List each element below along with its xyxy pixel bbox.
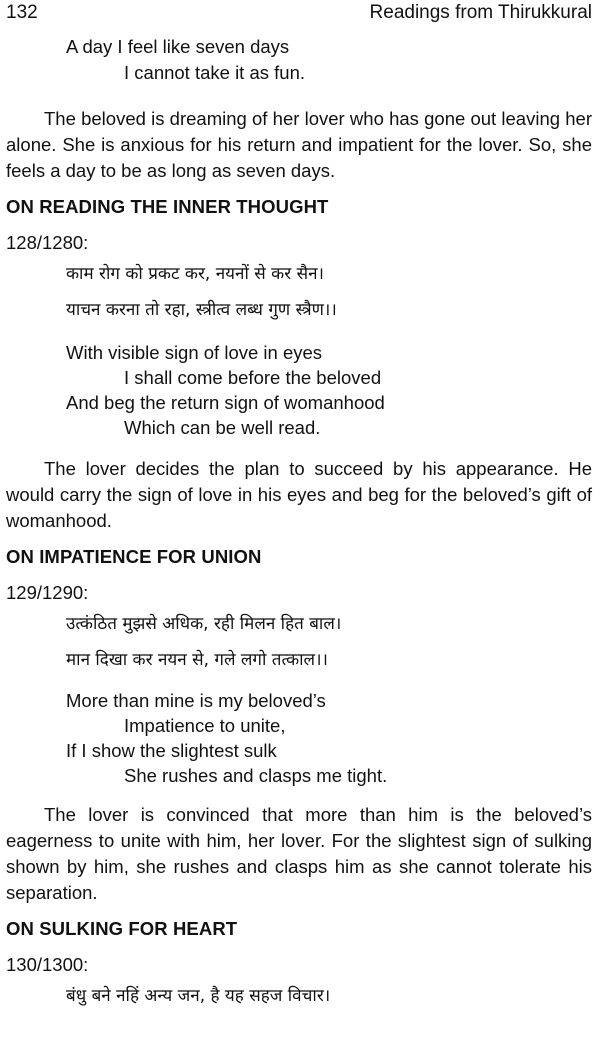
- couplet-reference: 130/1300:: [6, 954, 89, 975]
- hindi-line: उत्कंठित मुझसे अधिक, रही मिलन हित बाल।: [66, 614, 342, 634]
- hindi-couplet: [6, 978, 592, 1014]
- page-number: 132: [6, 2, 38, 23]
- couplet-reference: 129/1290:: [6, 582, 89, 603]
- section-heading: ON SULKING FOR HEART: [6, 918, 238, 939]
- poem-line: If I show the slightest sulk: [66, 740, 277, 761]
- section-heading: ON IMPATIENCE FOR UNION: [6, 546, 262, 567]
- verse-line: I cannot take it as fun.: [124, 62, 305, 83]
- page-header: [6, 0, 592, 26]
- commentary-paragraph: The beloved is dreaming of her lover who has gone out leaving her alone. She is anxious for his return and impatient for the lover. So, she feels a day to be as long as seven days.: [6, 108, 592, 181]
- running-title: Readings from Thirukkural: [369, 2, 592, 23]
- page-content: [6, 34, 592, 1014]
- poem-line: And beg the return sign of womanhood: [66, 392, 385, 413]
- poem-line: More than mine is my beloved’s: [66, 690, 326, 711]
- opening-verse: [6, 34, 592, 86]
- english-translation: [6, 340, 592, 440]
- poem-line: She rushes and clasps me tight.: [124, 765, 388, 786]
- commentary-paragraph: The lover decides the plan to succeed by his appearance. He would carry the sign of love in his eyes and beg for the beloved’s gift of womanhood.: [6, 458, 592, 531]
- hindi-line: बंधु बने नहिं अन्य जन, है यह सहज विचार।: [66, 986, 331, 1006]
- poem-line: With visible sign of love in eyes: [66, 342, 323, 363]
- hindi-line: काम रोग को प्रकट कर, नयनों से कर सैन।: [66, 264, 324, 284]
- commentary-paragraph: The lover is convinced that more than him is the beloved’s eagerness to unite with him, her lover. For the slightest sign of sulking shown by him, she rushes and clasps him as she cannot tolerate his separation.: [6, 804, 592, 903]
- english-translation: [6, 688, 592, 788]
- hindi-line: मान दिखा कर नयन से, गले लगो तत्काल।।: [66, 650, 328, 670]
- poem-line: Impatience to unite,: [124, 715, 286, 736]
- hindi-couplet: [6, 256, 592, 328]
- hindi-couplet: [6, 606, 592, 678]
- section-heading: ON READING THE INNER THOUGHT: [6, 196, 329, 217]
- hindi-line: याचन करना तो रहा, स्त्रीत्व लब्ध गुण स्त्रैण।।: [66, 300, 337, 320]
- poem-line: I shall come before the beloved: [124, 367, 382, 388]
- poem-line: Which can be well read.: [124, 417, 321, 438]
- verse-line: A day I feel like seven days: [66, 36, 290, 57]
- couplet-reference: 128/1280:: [6, 232, 89, 253]
